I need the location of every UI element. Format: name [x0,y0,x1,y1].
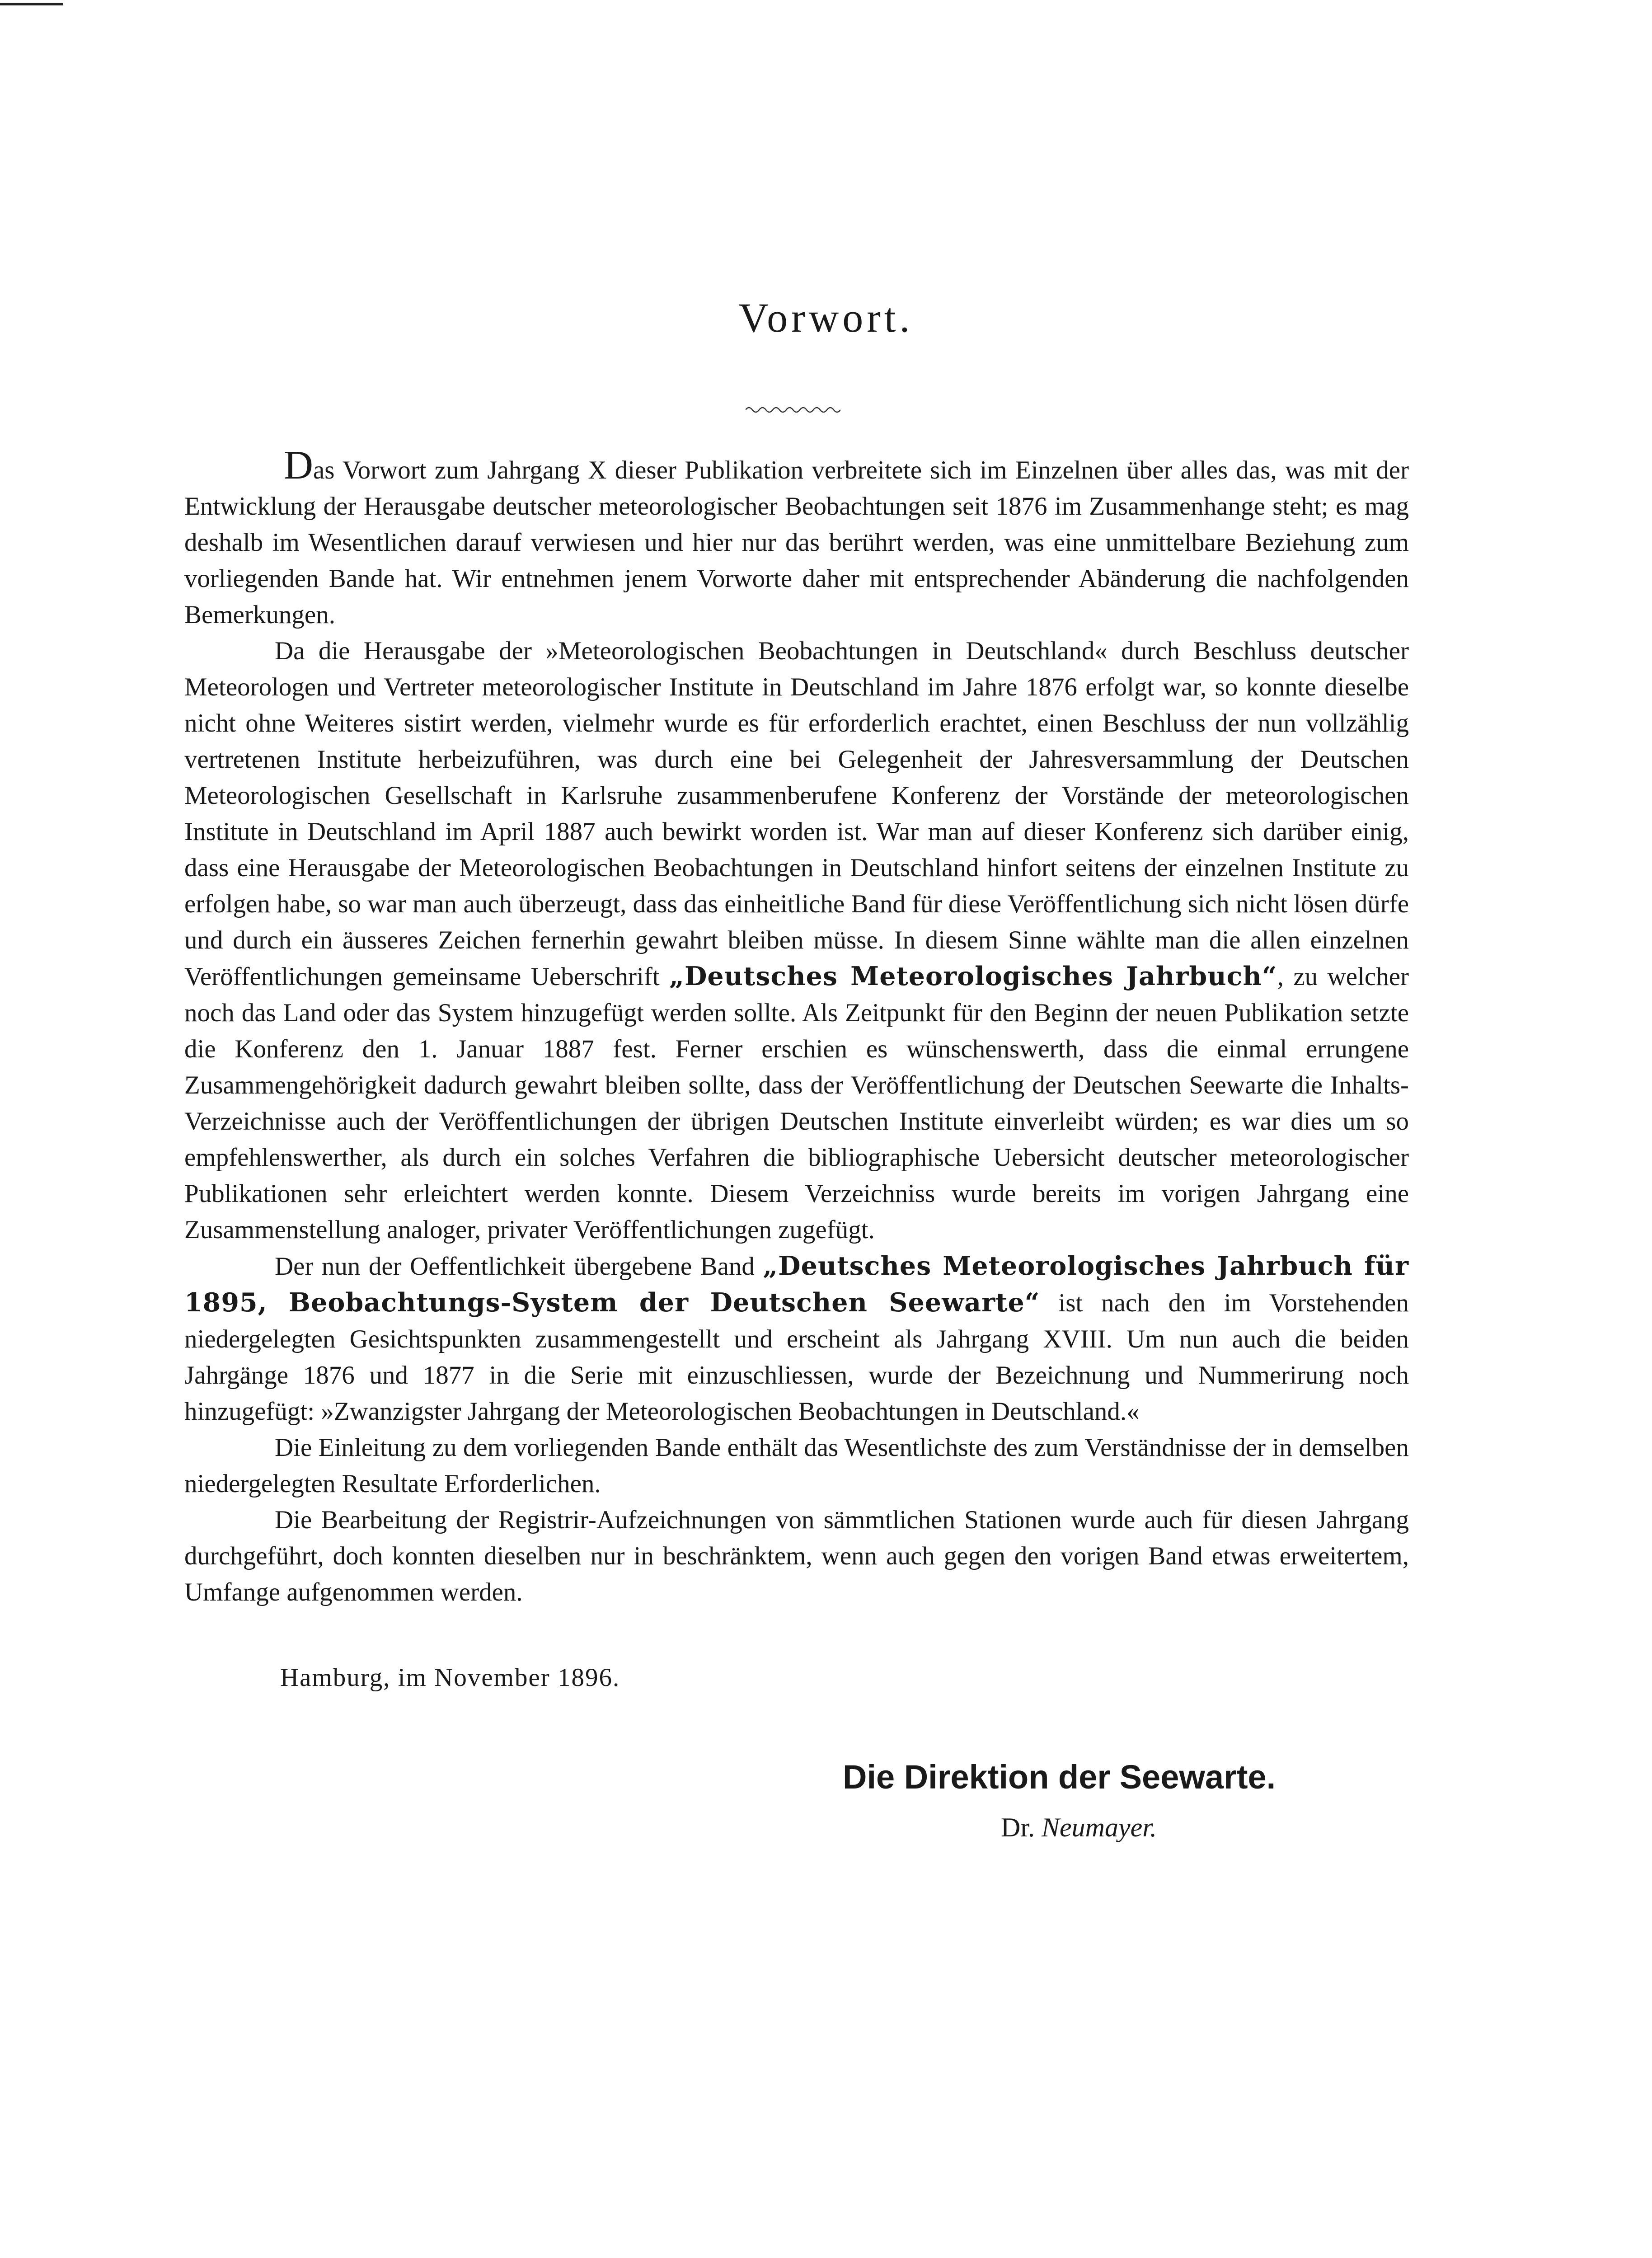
place-date: Hamburg, im November 1896. [280,1663,620,1692]
paragraph-3-bold-title: „Deutsches Meteorologisches Jahrbuch für 1895, Beobachtungs-System der Deutschen Seewarte“ [184,1251,1409,1318]
signatory [1001,1812,1157,1843]
paragraph-4-text: Die Einleitung zu dem vorliegenden Bande enthält das Wesentlichste des zum Verständnisse der in demselben niedergelegten Resultate Erforderlichen. [184,1433,1409,1498]
paragraph-3-text-b: ist nach den im Vorstehenden niedergelegten Gesichtspunkten zusammengestellt und erscheint als Jahrgang XVIII. Um nun auch die beiden Jahrgänge 1876 und 1877 in die Serie mit einzuschliessen, wurde der Bezeichnung und Nummerirung noch hinzugefügt: »Zwanzigster Jahrgang der Meteorologischen Beobachtungen in Deutschland.« [184,1289,1409,1426]
direction-signature: Die Direktion der Seewarte. [843,1758,1276,1796]
corner-rule [0,3,63,5]
body-text [184,443,1409,1610]
paragraph-2-text-a: Da die Herausgabe der »Meteorologischen Beobachtungen in Deutschland« durch Beschluss deutscher Meteorologen und Vertreter meteorologischer Institute in Deutschland im Jahre 1876 erfolgt war, so konnte dieselbe nicht ohne Weiteres sistirt werden, vielmehr wurde es für erforderlich erachtet, einen Beschluss der nun vollzählig vertretenen Institute herbeizuführen, was durch eine bei Gelegenheit der Jahresversammlung der Deutschen Meteorologischen Gesellschaft in Karlsruhe zusammenberufene Konferenz der Vorstände der meteorologischen Institute in Deutschland im April 1887 auch bewirkt worden ist. War man auf dieser Konferenz sich darüber einig, dass eine Herausgabe der Meteorologischen Beobachtungen in Deutschland hinfort seitens der einzelnen Institute zu erfolgen habe, so war man auch überzeugt, dass das einheitliche Band für diese Veröffentlichung sich nicht lösen dürfe und durch ein äusseres Zeichen fernerhin gewahrt bleiben müsse. In diesem Sinne wählte man die allen einzelnen Veröffentlichungen gemeinsame Ueberschrift [184,637,1409,991]
paragraph-3 [184,1248,1409,1430]
paragraph-1 [184,443,1409,633]
paragraph-4 [184,1430,1409,1502]
paragraph-2-text-b: , zu welcher noch das Land oder das System hinzugefügt werden sollte. Als Zeitpunkt für den Beginn der neuen Publikation setzte die Konferenz den 1. Januar 1887 fest. Ferner erschien es wünschenswerth, dass die einmal errungene Zusammengehörigkeit dadurch gewahrt bleiben sollte, dass der Veröffentlichung der Deutschen Seewarte die Inhalts-Verzeichnisse auch der Veröffentlichungen der übrigen Deutschen Institute einverleibt würden; es war dies um so empfehlenswerther, als durch ein solches Verfahren die bibliographische Uebersicht deutscher meteorologischer Publikationen sehr erleichtert werden konnte. Diesem Verzeichniss wurde bereits im vorigen Jahrgang eine Zusammenstellung analoger, privater Veröffentlichungen zugefügt. [184,962,1409,1244]
drop-cap: D [284,443,313,488]
paragraph-2 [184,633,1409,1248]
wavy-ornament [746,404,840,415]
page-title: Vorwort. [738,295,914,341]
signatory-name: Neumayer. [1042,1812,1157,1842]
signatory-title: Dr. [1001,1812,1035,1842]
paragraph-1-text: as Vorwort zum Jahrgang X dieser Publikation verbreitete sich im Einzelnen über alles das, was mit der Entwicklung der Herausgabe deutscher meteorologischer Beobachtungen seit 1876 im Zusammenhange steht; es mag deshalb im Wesentlichen darauf verwiesen und hier nur das berührt werden, was eine unmittelbare Beziehung zum vorliegenden Bande hat. Wir entnehmen jenem Vorworte daher mit entsprechender Abänderung die nachfolgenden Bemerkungen. [184,456,1409,629]
paragraph-5-text: Die Bearbeitung der Registrir-Aufzeichnungen von sämmtlichen Stationen wurde auch für diesen Jahrgang durchgeführt, doch konnten dieselben nur in beschränktem, wenn auch gegen den vorigen Band etwas erweitertem, Umfange aufgenommen werden. [184,1506,1409,1606]
paragraph-5 [184,1502,1409,1610]
paragraph-2-bold-title: „Deutsches Meteorologisches Jahrbuch“ [669,961,1277,991]
paragraph-3-text-a: Der nun der Oeffentlichkeit übergebene Band [275,1252,763,1281]
